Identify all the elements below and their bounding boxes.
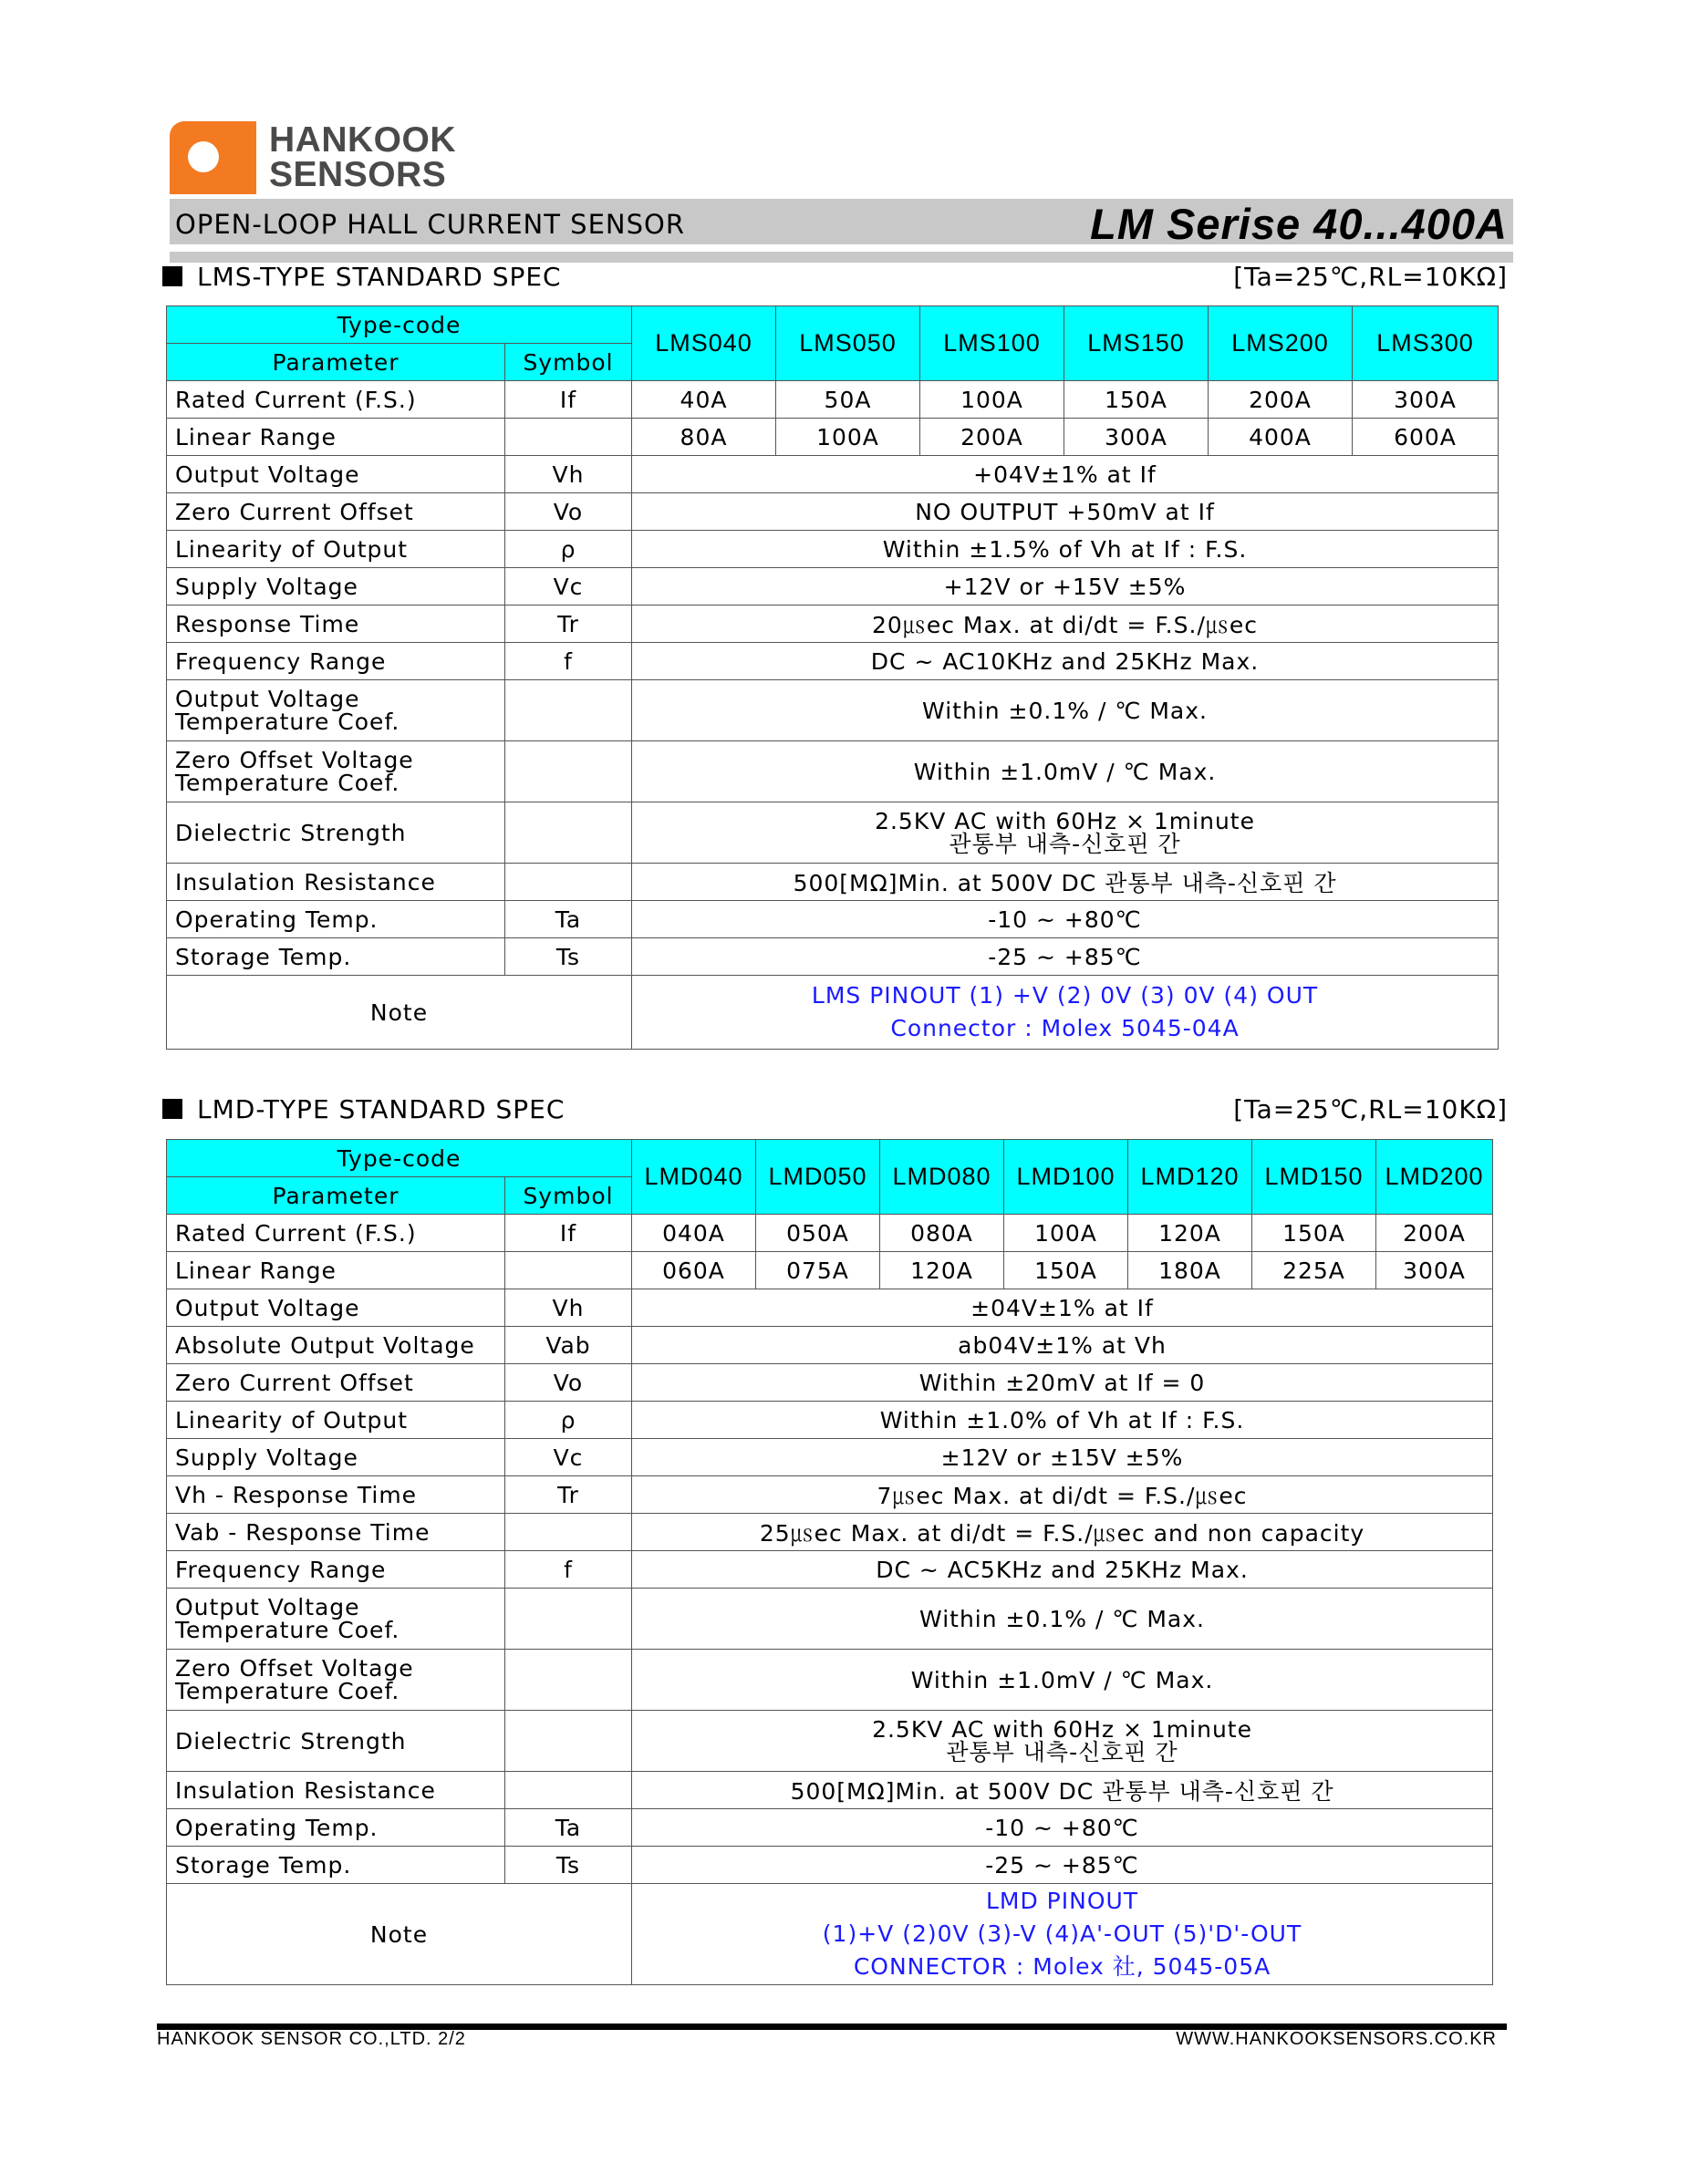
param-line: Output Voltage <box>175 1594 360 1620</box>
value-cell: 150A <box>1064 381 1209 419</box>
spec-value-cell: -10 ~ +80℃ <box>632 1809 1493 1847</box>
model-header: LMD040 <box>632 1140 756 1215</box>
param-cell: Output Voltage <box>167 456 505 493</box>
symbol-cell: Tr <box>505 606 632 643</box>
table-header-row <box>167 306 1499 344</box>
model-header: LMD150 <box>1252 1140 1376 1215</box>
table-row <box>167 901 1499 938</box>
value-cell: 600A <box>1353 419 1499 456</box>
lmd-section-header <box>162 1094 1508 1127</box>
symbol-cell: f <box>505 1551 632 1589</box>
param-line: Temperature Coef. <box>175 709 400 735</box>
bullet-square-icon <box>162 266 182 286</box>
param-line: Zero Offset Voltage <box>175 747 414 773</box>
table-row <box>167 1650 1493 1711</box>
value-line: 관통부 내측-신호핀 간 <box>946 1739 1178 1765</box>
company-logo <box>170 120 456 195</box>
spec-value-cell: 500[MΩ]Min. at 500V DC 관통부 내측-신호핀 간 <box>632 1772 1493 1809</box>
param-cell: Linear Range <box>167 419 505 456</box>
spec-value-cell: DC ~ AC5KHz and 25KHz Max. <box>632 1551 1493 1589</box>
spec-value-cell: Within ±0.1% / ℃ Max. <box>632 1589 1493 1650</box>
param-cell: Rated Current (F.S.) <box>167 381 505 419</box>
value-cell: 120A <box>880 1252 1004 1289</box>
table-row <box>167 1364 1493 1402</box>
connector-text: CONNECTOR : Molex 社, 5045-05A <box>853 1953 1271 1980</box>
table-row <box>167 1514 1493 1551</box>
pinout-title: LMD PINOUT <box>985 1888 1139 1914</box>
logo-text <box>269 120 456 194</box>
spec-value-cell: -25 ~ +85℃ <box>632 1847 1493 1884</box>
table-header-row <box>167 1140 1493 1177</box>
symbol-cell: Tr <box>505 1476 632 1514</box>
param-cell: Dielectric Strength <box>167 1711 505 1772</box>
param-cell: Linearity of Output <box>167 531 505 568</box>
param-cell: Vh - Response Time <box>167 1476 505 1514</box>
note-value <box>632 976 1499 1050</box>
value-line: 2.5KV AC with 60Hz × 1minute <box>875 808 1255 834</box>
param-cell <box>167 741 505 802</box>
note-label: Note <box>167 976 632 1050</box>
param-cell <box>167 1650 505 1711</box>
param-cell <box>167 680 505 741</box>
symbol-header: Symbol <box>505 344 632 381</box>
spec-value-cell: 25㎲ec Max. at di/dt = F.S./㎲ec and non capacity <box>632 1514 1493 1551</box>
param-cell: Storage Temp. <box>167 1847 505 1884</box>
lmd-spec-table <box>166 1139 1493 1985</box>
value-cell: 80A <box>632 419 776 456</box>
table-row <box>167 1252 1493 1289</box>
param-cell: Operating Temp. <box>167 901 505 938</box>
table-row <box>167 531 1499 568</box>
param-line: Zero Offset Voltage <box>175 1655 414 1682</box>
table-row <box>167 1439 1493 1476</box>
symbol-cell: Vc <box>505 1439 632 1476</box>
logo-line-1: HANKOOK <box>269 120 456 160</box>
value-cell: 040A <box>632 1215 756 1252</box>
symbol-cell <box>505 802 632 864</box>
spec-value-cell: Within ±1.5% of Vh at If : F.S. <box>632 531 1499 568</box>
param-cell: Insulation Resistance <box>167 1772 505 1809</box>
value-cell: 300A <box>1353 381 1499 419</box>
table-row <box>167 1809 1493 1847</box>
param-cell: Vab - Response Time <box>167 1514 505 1551</box>
footer-company: HANKOOK SENSOR CO.,LTD. 2/2 <box>157 2029 466 2049</box>
model-header: LMS100 <box>920 306 1064 381</box>
param-cell: Frequency Range <box>167 643 505 680</box>
note-label: Note <box>167 1884 632 1985</box>
symbol-cell <box>505 1514 632 1551</box>
model-header: LMS040 <box>632 306 776 381</box>
document-subtitle: OPEN-LOOP HALL CURRENT SENSOR <box>175 209 685 240</box>
param-cell: Zero Current Offset <box>167 493 505 531</box>
spec-value-cell: Within ±1.0% of Vh at If : F.S. <box>632 1402 1493 1439</box>
table-row <box>167 1589 1493 1650</box>
value-cell: 300A <box>1064 419 1209 456</box>
value-cell: 40A <box>632 381 776 419</box>
spec-value-cell: +04V±1% at If <box>632 456 1499 493</box>
symbol-cell: Vo <box>505 493 632 531</box>
param-line: Temperature Coef. <box>175 1617 400 1643</box>
note-row <box>167 976 1499 1050</box>
spec-value-cell: Within ±0.1% / ℃ Max. <box>632 680 1499 741</box>
param-line: Temperature Coef. <box>175 770 400 796</box>
spec-value-cell: -10 ~ +80℃ <box>632 901 1499 938</box>
bullet-square-icon <box>162 1099 182 1119</box>
symbol-cell: If <box>505 1215 632 1252</box>
spec-value-cell: Within ±20mV at If = 0 <box>632 1364 1493 1402</box>
model-header: LMD050 <box>756 1140 880 1215</box>
table-row <box>167 381 1499 419</box>
symbol-cell: Vh <box>505 456 632 493</box>
table-row <box>167 419 1499 456</box>
param-cell: Supply Voltage <box>167 1439 505 1476</box>
value-cell: 120A <box>1128 1215 1252 1252</box>
table-row <box>167 1402 1493 1439</box>
symbol-cell: Vh <box>505 1289 632 1327</box>
lms-section-title: LMS-TYPE STANDARD SPEC <box>197 262 562 292</box>
table-row <box>167 680 1499 741</box>
symbol-cell: Ta <box>505 1809 632 1847</box>
model-header: LMD100 <box>1004 1140 1128 1215</box>
table-row <box>167 864 1499 901</box>
symbol-cell <box>505 419 632 456</box>
symbol-cell: Vc <box>505 568 632 606</box>
table-row <box>167 456 1499 493</box>
value-cell: 200A <box>920 419 1064 456</box>
param-cell: Response Time <box>167 606 505 643</box>
param-cell: Frequency Range <box>167 1551 505 1589</box>
symbol-cell: If <box>505 381 632 419</box>
spec-value-cell: ±04V±1% at If <box>632 1289 1493 1327</box>
value-cell: 050A <box>756 1215 880 1252</box>
pinout-text: LMS PINOUT (1) +V (2) 0V (3) 0V (4) OUT <box>811 982 1319 1009</box>
value-cell: 100A <box>1004 1215 1128 1252</box>
param-cell: Supply Voltage <box>167 568 505 606</box>
value-cell: 200A <box>1376 1215 1493 1252</box>
model-header: LMS050 <box>776 306 920 381</box>
symbol-cell <box>505 1252 632 1289</box>
spec-value-cell <box>632 1711 1493 1772</box>
spec-value-cell: 20㎲ec Max. at di/dt = F.S./㎲ec <box>632 606 1499 643</box>
value-cell: 400A <box>1209 419 1353 456</box>
table-row <box>167 802 1499 864</box>
typecode-header: Type-code <box>167 1140 632 1177</box>
connector-text: Connector : Molex 5045-04A <box>890 1015 1240 1041</box>
title-bar <box>170 199 1513 248</box>
value-cell: 300A <box>1376 1252 1493 1289</box>
param-cell: Linearity of Output <box>167 1402 505 1439</box>
value-cell: 150A <box>1252 1215 1376 1252</box>
param-cell: Absolute Output Voltage <box>167 1327 505 1364</box>
param-cell: Zero Current Offset <box>167 1364 505 1402</box>
logo-line-2: SENSORS <box>269 155 447 194</box>
spec-value-cell: 7㎲ec Max. at di/dt = F.S./㎲ec <box>632 1476 1493 1514</box>
value-cell: 225A <box>1252 1252 1376 1289</box>
model-header: LMS300 <box>1353 306 1499 381</box>
symbol-cell <box>505 1650 632 1711</box>
value-line: 관통부 내측-신호핀 간 <box>949 831 1181 857</box>
value-cell: 180A <box>1128 1252 1252 1289</box>
spec-value-cell: Within ±1.0mV / ℃ Max. <box>632 1650 1493 1711</box>
table-row <box>167 741 1499 802</box>
param-cell: Operating Temp. <box>167 1809 505 1847</box>
model-header: LMS200 <box>1209 306 1353 381</box>
spec-value-cell: +12V or +15V ±5% <box>632 568 1499 606</box>
value-line: 2.5KV AC with 60Hz × 1minute <box>872 1716 1252 1743</box>
table-row <box>167 1847 1493 1884</box>
param-cell: Insulation Resistance <box>167 864 505 901</box>
table-row <box>167 1772 1493 1809</box>
table-row <box>167 1551 1493 1589</box>
typecode-header: Type-code <box>167 306 632 344</box>
table-row <box>167 493 1499 531</box>
symbol-cell <box>505 1711 632 1772</box>
param-cell: Dielectric Strength <box>167 802 505 864</box>
value-cell: 060A <box>632 1252 756 1289</box>
symbol-cell <box>505 741 632 802</box>
parameter-header: Parameter <box>167 1177 505 1215</box>
pinout-text: (1)+V (2)0V (3)-V (4)A'-OUT (5)'D'-OUT <box>822 1920 1302 1947</box>
symbol-cell: ρ <box>505 531 632 568</box>
lmd-section-title: LMD-TYPE STANDARD SPEC <box>197 1094 566 1124</box>
value-cell: 150A <box>1004 1252 1128 1289</box>
table-row <box>167 938 1499 976</box>
param-line: Temperature Coef. <box>175 1678 400 1704</box>
spec-value-cell: ±12V or ±15V ±5% <box>632 1439 1493 1476</box>
spec-value-cell: ab04V±1% at Vh <box>632 1327 1493 1364</box>
symbol-cell: f <box>505 643 632 680</box>
table-row <box>167 1711 1493 1772</box>
model-header: LMS150 <box>1064 306 1209 381</box>
symbol-cell <box>505 1772 632 1809</box>
table-row <box>167 606 1499 643</box>
symbol-cell <box>505 680 632 741</box>
spec-value-cell: -25 ~ +85℃ <box>632 938 1499 976</box>
symbol-header: Symbol <box>505 1177 632 1215</box>
symbol-cell: ρ <box>505 1402 632 1439</box>
value-cell: 100A <box>776 419 920 456</box>
symbol-cell <box>505 1589 632 1650</box>
value-cell: 080A <box>880 1215 1004 1252</box>
symbol-cell: Ts <box>505 938 632 976</box>
table-row <box>167 1327 1493 1364</box>
value-cell: 50A <box>776 381 920 419</box>
value-cell: 100A <box>920 381 1064 419</box>
model-header: LMD200 <box>1376 1140 1493 1215</box>
symbol-cell: Vab <box>505 1327 632 1364</box>
note-value <box>632 1884 1493 1985</box>
param-cell: Linear Range <box>167 1252 505 1289</box>
lms-test-condition: [Ta=25℃,RL=10KΩ] <box>1233 262 1508 292</box>
model-header: LMD120 <box>1128 1140 1252 1215</box>
lms-spec-table <box>166 305 1499 1050</box>
note-row <box>167 1884 1493 1985</box>
spec-value-cell: 500[MΩ]Min. at 500V DC 관통부 내측-신호핀 간 <box>632 864 1499 901</box>
footer-website: WWW.HANKOOKSENSORS.CO.KR <box>1176 2029 1497 2049</box>
model-header: LMD080 <box>880 1140 1004 1215</box>
spec-value-cell: DC ~ AC10KHz and 25KHz Max. <box>632 643 1499 680</box>
symbol-cell: Ta <box>505 901 632 938</box>
document-title: LM Serise 40...400A <box>1090 200 1508 248</box>
table-row <box>167 1476 1493 1514</box>
lms-section-header <box>162 262 1508 295</box>
table-row <box>167 1215 1493 1252</box>
spec-value-cell: Within ±1.0mV / ℃ Max. <box>632 741 1499 802</box>
param-cell <box>167 1589 505 1650</box>
table-row <box>167 1289 1493 1327</box>
symbol-cell: Vo <box>505 1364 632 1402</box>
table-row <box>167 643 1499 680</box>
param-cell: Output Voltage <box>167 1289 505 1327</box>
spec-value-cell <box>632 802 1499 864</box>
lmd-test-condition: [Ta=25℃,RL=10KΩ] <box>1233 1094 1508 1124</box>
value-cell: 200A <box>1209 381 1353 419</box>
param-cell: Storage Temp. <box>167 938 505 976</box>
symbol-cell <box>505 864 632 901</box>
param-cell: Rated Current (F.S.) <box>167 1215 505 1252</box>
table-row <box>167 568 1499 606</box>
spec-value-cell: NO OUTPUT +50mV at If <box>632 493 1499 531</box>
symbol-cell: Ts <box>505 1847 632 1884</box>
value-cell: 075A <box>756 1252 880 1289</box>
logo-mark-icon <box>170 121 256 194</box>
param-line: Output Voltage <box>175 686 360 712</box>
parameter-header: Parameter <box>167 344 505 381</box>
